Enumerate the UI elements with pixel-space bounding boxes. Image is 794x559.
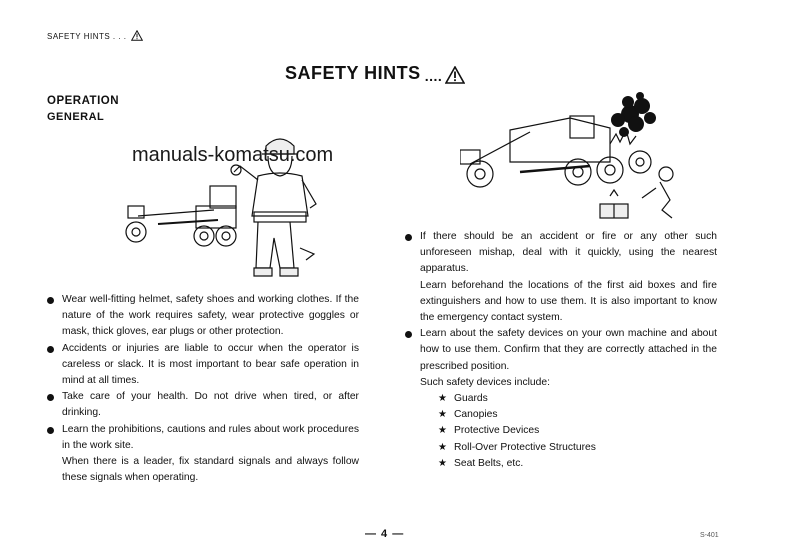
warning-triangle-icon <box>445 66 465 84</box>
bullet-item <box>405 326 717 472</box>
bullet-dot-icon <box>47 297 54 304</box>
star-icon: ★ <box>438 425 447 437</box>
bullet-item <box>47 422 359 487</box>
bullet-dot-icon <box>405 234 412 241</box>
star-icon: ★ <box>438 441 447 453</box>
device-label: Protective Devices <box>454 425 540 437</box>
right-column <box>405 229 717 472</box>
list-item <box>438 440 717 456</box>
running-header-text: SAFETY HINTS . . . <box>47 32 127 41</box>
page-title <box>285 63 465 84</box>
device-label: Seat Belts, etc. <box>454 457 524 469</box>
section-heading: OPERATION <box>47 95 120 107</box>
list-item <box>438 423 717 439</box>
list-item <box>438 407 717 423</box>
bullet-dot-icon <box>47 394 54 401</box>
device-label: Roll-Over Protective Structures <box>454 441 596 453</box>
bullet-item <box>405 229 717 326</box>
bullet-dot-icon <box>47 346 54 353</box>
star-icon: ★ <box>438 393 447 405</box>
watermark: manuals-komatsu.com <box>132 144 334 166</box>
page-code: S-401 <box>700 532 719 539</box>
page-number: — 4 — <box>365 528 405 540</box>
bullet-text: When there is a leader, fix standard signals and always follow these signals when operating. <box>62 456 359 484</box>
warning-triangle-icon <box>131 30 143 41</box>
device-label: Guards <box>454 393 488 405</box>
bullet-item <box>47 389 359 421</box>
bullet-text: Learn beforehand the locations of the first aid boxes and fire extinguishers and how to use them. It is also important to know the emergency contact system. <box>420 279 717 324</box>
running-header <box>47 30 143 41</box>
bullet-dot-icon <box>405 331 412 338</box>
bullet-text: Learn the prohibitions, cautions and rules about work procedures in the work site. <box>62 423 359 451</box>
left-column <box>47 292 359 486</box>
list-item <box>438 391 717 407</box>
star-icon: ★ <box>438 409 447 421</box>
list-item <box>438 456 717 472</box>
bullet-text: Learn about the safety devices on your own machine and about how to use them. Confirm that they are correctly attached in the prescribed position. <box>420 328 717 372</box>
safety-device-list <box>420 391 717 472</box>
bullet-item <box>47 292 359 341</box>
bullet-text: Wear well-fitting helmet, safety shoes and working clothes. If the nature of the work requires safety, wear protective goggles or mask, thick gloves, ear plugs or other protection. <box>62 294 359 338</box>
bullet-dot-icon <box>47 427 54 434</box>
grader-accident-fire-illustration <box>460 92 700 232</box>
bullet-text: Take care of your health. Do not drive when tired, or after drinking. <box>62 391 359 419</box>
page-title-text: SAFETY HINTS <box>285 63 421 83</box>
bullet-text: If there should be an accident or fire or any other such unforeseen mishap, deal with it quickly, using the nearest apparatus. <box>420 231 717 275</box>
star-icon: ★ <box>438 457 447 469</box>
bullet-item <box>47 341 359 390</box>
right-bullet-list <box>405 229 717 472</box>
device-label: Canopies <box>454 409 498 421</box>
page-title-dots: .... <box>424 68 443 84</box>
subsection-heading: GENERAL <box>47 111 105 123</box>
bullet-text: Accidents or injuries are liable to occur when the operator is careless or slack. It is most important to bear safe operation in mind at all times. <box>62 342 359 387</box>
left-bullet-list <box>47 292 359 486</box>
bullet-text: Such safety devices include: <box>420 376 550 388</box>
